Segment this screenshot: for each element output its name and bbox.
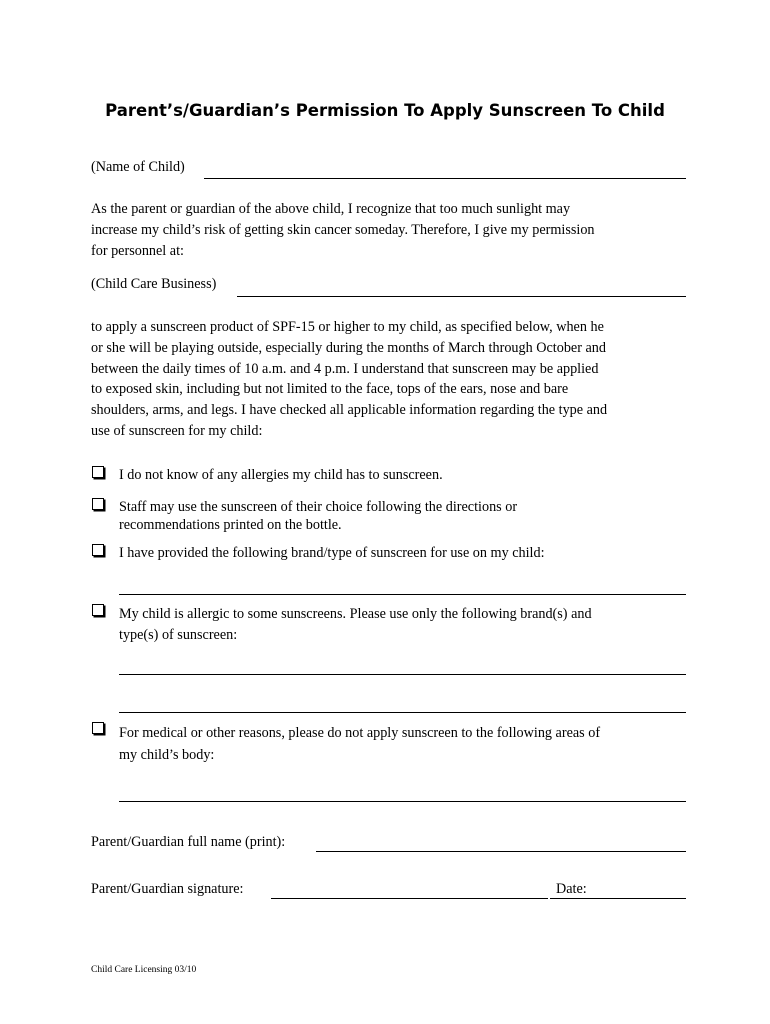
no-apply-areas-option — [119, 722, 600, 766]
allowed-brand-field-1[interactable] — [119, 674, 686, 675]
option-text: recommendations printed on the bottle. — [119, 517, 342, 533]
staff-choice-checkbox[interactable] — [92, 498, 104, 510]
signature-field[interactable] — [271, 898, 548, 899]
body-paragraph — [91, 317, 691, 442]
provided-brand-checkbox[interactable] — [92, 544, 104, 556]
no-allergies-option — [119, 466, 443, 485]
option-text: I have provided the following brand/type of sunscreen for use on my child: — [119, 545, 545, 561]
date-label: Date: — [556, 881, 587, 897]
option-text: my child’s body: — [119, 747, 215, 763]
print-name-field[interactable] — [316, 851, 686, 852]
no-apply-areas-checkbox[interactable] — [92, 722, 104, 734]
allergic-checkbox[interactable] — [92, 604, 104, 616]
no-allergies-checkbox[interactable] — [92, 466, 104, 478]
allowed-brand-field-2[interactable] — [119, 712, 686, 713]
provided-brand-option — [119, 544, 545, 563]
staff-choice-option — [119, 498, 517, 534]
child-name-label: (Name of Child) — [91, 159, 185, 175]
footer-text: Child Care Licensing 03/10 — [91, 965, 197, 975]
intro-line: As the parent or guardian of the above child, I recognize that too much sunlight may — [91, 201, 571, 217]
allergic-option — [119, 604, 592, 646]
page-title: Parent’s/Guardian’s Permission To Apply Sunscreen To Child — [105, 101, 665, 120]
body-line: to exposed skin, including but not limited to the face, tops of the ears, nose and bare — [91, 381, 569, 398]
body-line: to apply a sunscreen product of SPF-15 or higher to my child, as specified below, when he — [91, 319, 604, 335]
business-label: (Child Care Business) — [91, 276, 217, 292]
date-field[interactable] — [550, 898, 686, 899]
body-line: between the daily times of 10 a.m. and 4 p.m. I understand that sunscreen may be applied — [91, 360, 599, 377]
option-text: My child is allergic to some sunscreens. Please use only the following brand(s) and — [119, 606, 592, 622]
body-line: use of sunscreen for my child: — [91, 422, 263, 439]
print-name-label: Parent/Guardian full name (print): — [91, 834, 286, 850]
option-text: For medical or other reasons, please do not apply sunscreen to the following areas of — [119, 725, 601, 741]
intro-paragraph — [91, 199, 691, 261]
child-name-field[interactable] — [204, 178, 686, 179]
provided-brand-field[interactable] — [119, 594, 686, 595]
body-line: or she will be playing outside, especially during the months of March through October and — [91, 339, 606, 356]
intro-line: for personnel at: — [91, 242, 184, 259]
body-line: shoulders, arms, and legs. I have checked all applicable information regarding the type and — [91, 402, 608, 419]
business-name-field[interactable] — [237, 296, 686, 297]
option-text: type(s) of sunscreen: — [119, 627, 238, 643]
signature-label: Parent/Guardian signature: — [91, 881, 244, 897]
intro-line: increase my child’s risk of getting skin cancer someday. Therefore, I give my permission — [91, 221, 595, 238]
option-text: I do not know of any allergies my child has to sunscreen. — [119, 467, 443, 483]
no-apply-areas-field[interactable] — [119, 801, 686, 802]
option-text: Staff may use the sunscreen of their choice following the directions or — [119, 499, 518, 515]
